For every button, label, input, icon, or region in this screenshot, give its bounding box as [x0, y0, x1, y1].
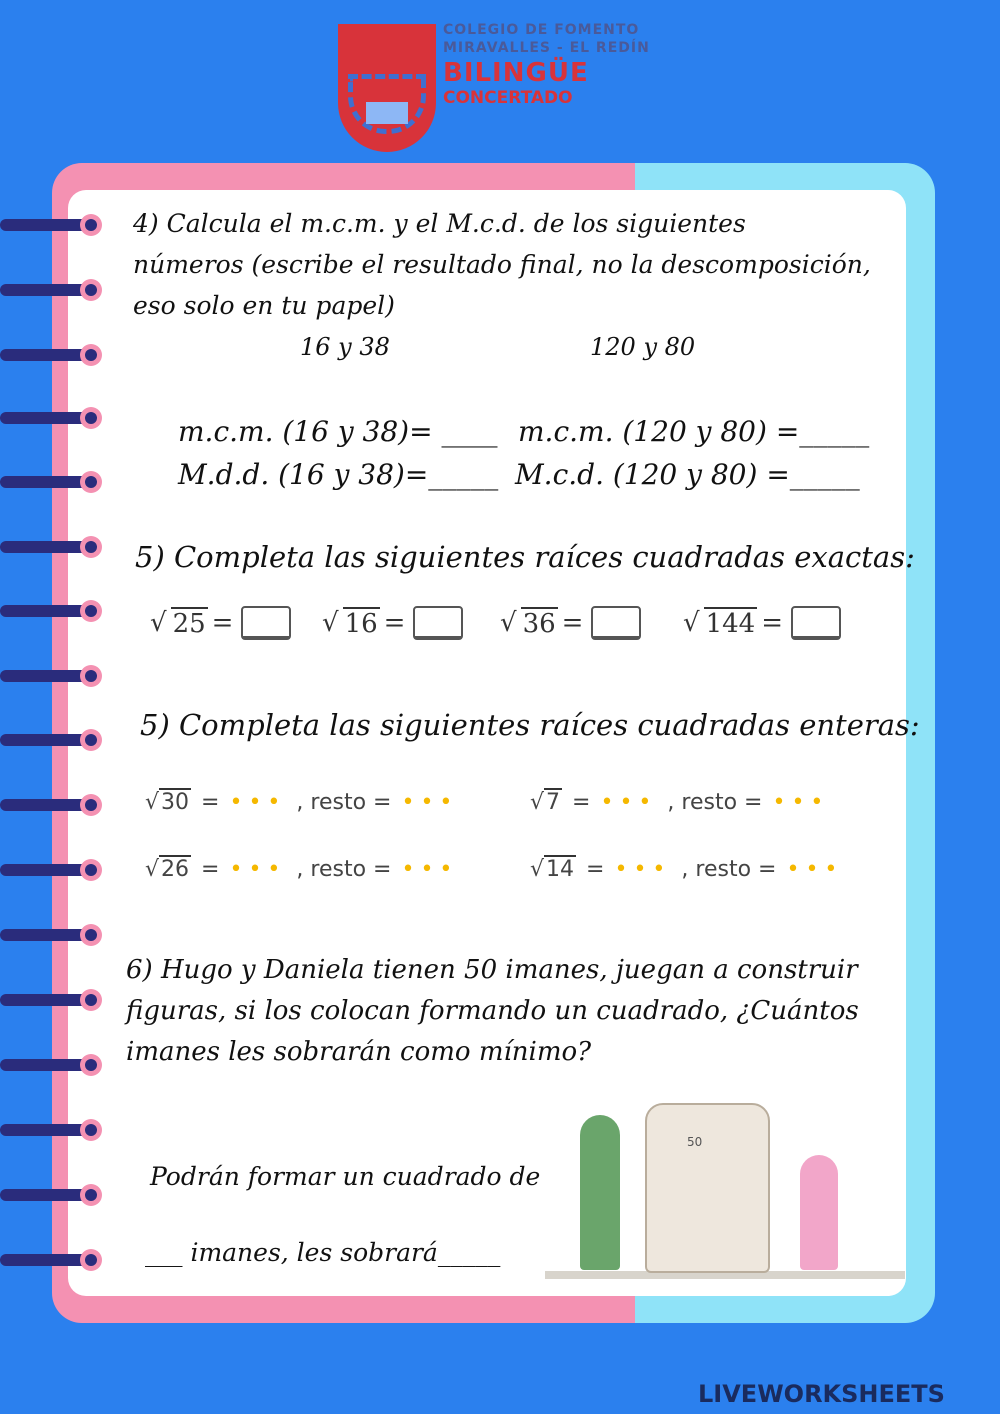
equals: =	[211, 608, 234, 638]
logo-line: MIRAVALLES - EL REDÍN	[443, 40, 650, 56]
school-crest-icon	[338, 24, 436, 152]
remainder-answer-blank[interactable]: •••	[772, 790, 830, 815]
sqrt-icon: √	[500, 608, 517, 638]
sqrt-icon: √	[530, 790, 545, 815]
fridge-with-magnets	[645, 1103, 770, 1273]
sqrt-icon: √	[145, 790, 160, 815]
answer-box[interactable]	[241, 606, 291, 640]
equals: =	[201, 857, 220, 882]
radicand: 7	[546, 790, 561, 815]
exact-root-item	[683, 606, 841, 640]
logo-line: CONCERTADO	[443, 88, 573, 108]
q5b-title: 5) Completa las siguientes raíces cuadradas enteras:	[140, 708, 920, 742]
resto-label: , resto =	[667, 790, 763, 815]
integer-root-item	[145, 790, 458, 815]
text-line: figuras, si los colocan formando un cuadrado, ¿Cuántos	[126, 996, 859, 1026]
answer-line-1: Podrán formar un cuadrado de	[150, 1162, 541, 1191]
boy-figure	[580, 1115, 620, 1270]
root-answer-blank[interactable]: •••	[229, 857, 287, 882]
remainder-answer-blank[interactable]: •••	[786, 857, 844, 882]
q4-text	[133, 203, 871, 326]
spiral-ring	[0, 279, 104, 301]
equals: =	[201, 790, 220, 815]
q6-text	[126, 950, 859, 1073]
radicand: 16	[344, 609, 378, 639]
liveworksheets-logo: LIVEWORKSHEETS	[698, 1380, 945, 1408]
mcm-16-38[interactable]: m.c.m. (16 y 38)= ____	[178, 415, 498, 448]
mcd-120-80[interactable]: M.c.d. (120 y 80) =_____	[515, 458, 860, 491]
sqrt-icon: √	[322, 608, 339, 638]
radicand: 14	[546, 857, 575, 882]
text-line: números (escribe el resultado final, no la descomposición,	[133, 250, 871, 279]
fridge-label: 50	[687, 1135, 703, 1149]
answer-line-2[interactable]: ___ imanes, les sobrará_____	[145, 1238, 501, 1267]
text-line: eso solo en tu papel)	[133, 291, 395, 320]
sqrt-icon: √	[145, 857, 160, 882]
radicand: 36	[522, 609, 556, 639]
equals: =	[761, 608, 784, 638]
spiral-ring	[0, 729, 104, 751]
equals: =	[383, 608, 406, 638]
spiral-ring	[0, 989, 104, 1011]
exact-root-item	[322, 606, 463, 640]
text-line: imanes les sobrarán como mínimo?	[126, 1037, 592, 1067]
spiral-ring	[0, 344, 104, 366]
spiral-ring	[0, 536, 104, 558]
integer-root-item	[530, 790, 829, 815]
spiral-ring	[0, 600, 104, 622]
radicand: 30	[161, 790, 190, 815]
logo-line: COLEGIO DE FOMENTO	[443, 22, 640, 38]
remainder-answer-blank[interactable]: •••	[401, 790, 459, 815]
equals: =	[561, 608, 584, 638]
equals: =	[586, 857, 605, 882]
remainder-answer-blank[interactable]: •••	[401, 857, 459, 882]
exact-root-item	[150, 606, 291, 640]
sqrt-icon: √	[530, 857, 545, 882]
spiral-ring	[0, 1249, 104, 1271]
mcd-16-38[interactable]: M.d.d. (16 y 38)=_____	[178, 458, 499, 491]
spiral-ring	[0, 665, 104, 687]
sqrt-icon: √	[683, 608, 700, 638]
mcm-120-80[interactable]: m.c.m. (120 y 80) =_____	[518, 415, 870, 448]
spiral-ring	[0, 924, 104, 946]
resto-label: , resto =	[296, 790, 392, 815]
exact-root-item	[500, 606, 641, 640]
spiral-ring	[0, 1054, 104, 1076]
school-logo	[338, 24, 658, 154]
text-line: 4) Calcula el m.c.m. y el M.c.d. de los siguientes	[133, 209, 746, 238]
spiral-ring	[0, 859, 104, 881]
answer-box[interactable]	[791, 606, 841, 640]
answer-box[interactable]	[413, 606, 463, 640]
spiral-ring	[0, 471, 104, 493]
equals: =	[572, 790, 591, 815]
resto-label: , resto =	[681, 857, 777, 882]
girl-figure	[800, 1155, 838, 1270]
integer-root-item	[530, 857, 843, 882]
resto-label: , resto =	[296, 857, 392, 882]
q5a-title: 5) Completa las siguientes raíces cuadradas exactas:	[135, 540, 915, 574]
radicand: 26	[161, 857, 190, 882]
radicand: 25	[172, 609, 206, 639]
answer-box[interactable]	[591, 606, 641, 640]
root-answer-blank[interactable]: •••	[614, 857, 672, 882]
spiral-ring	[0, 794, 104, 816]
pair-1: 16 y 38	[300, 333, 390, 361]
pair-2: 120 y 80	[590, 333, 696, 361]
integer-root-item	[145, 857, 458, 882]
sqrt-icon: √	[150, 608, 167, 638]
spiral-ring	[0, 407, 104, 429]
root-answer-blank[interactable]: •••	[229, 790, 287, 815]
logo-line: BILINGÜE	[443, 58, 589, 88]
spiral-ring	[0, 214, 104, 236]
spiral-ring	[0, 1119, 104, 1141]
root-answer-blank[interactable]: •••	[600, 790, 658, 815]
radicand: 144	[705, 609, 756, 639]
spiral-ring	[0, 1184, 104, 1206]
text-line: 6) Hugo y Daniela tienen 50 imanes, juegan a construir	[126, 955, 858, 985]
illustration-kids-fridge	[545, 1095, 905, 1280]
